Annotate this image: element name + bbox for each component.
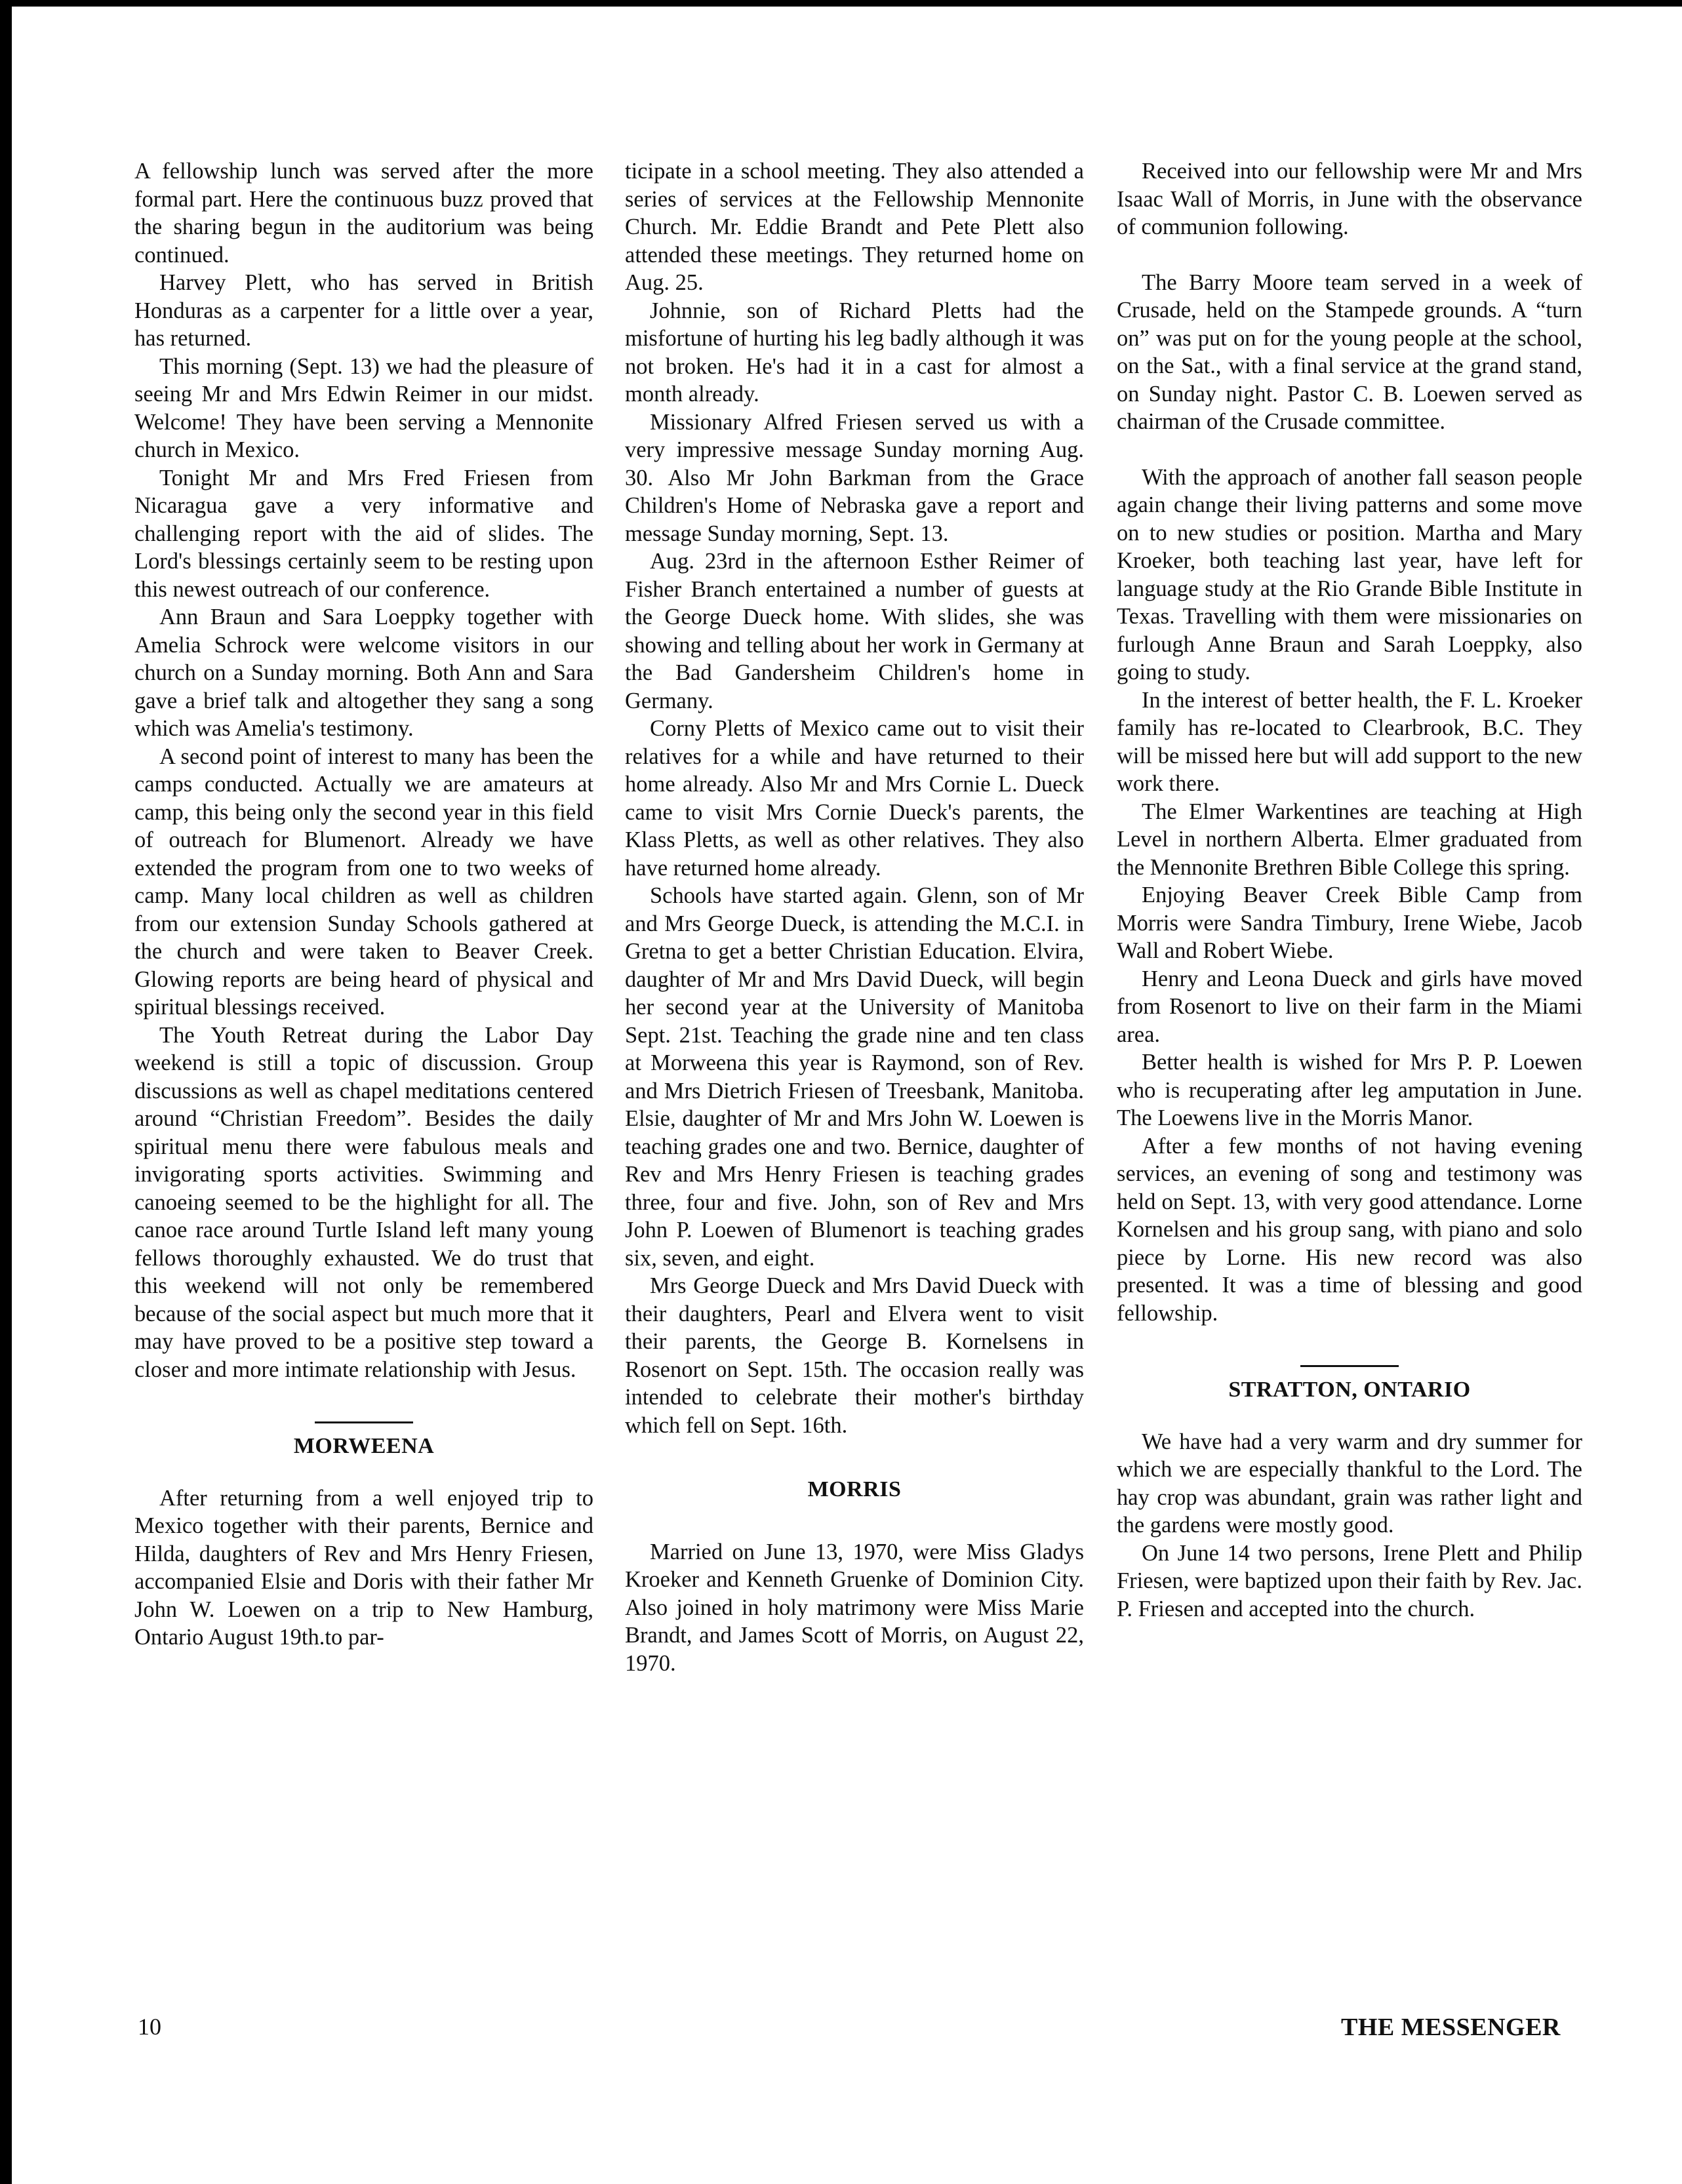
column-3 [1117, 157, 1582, 1623]
page-number: 10 [138, 2014, 161, 2040]
section-heading-morris: MORRIS [807, 1477, 902, 1501]
section-heading-stratton: STRATTON, ONTARIO [1228, 1378, 1471, 1402]
article-paragraph: Henry and Leona Dueck and girls have moved from Rosenort to live on their farm in the Miami area. [1117, 966, 1582, 1047]
article-paragraph: Ann Braun and Sara Loeppky together with Amelia Schrock were welcome visitors in our church on a Sunday morning. Both Ann and Sara gave a brief talk and altogether they sang a song which was Amelia's testimony. [134, 605, 593, 741]
article-paragraph: In the interest of better health, the F. L. Kroeker family has re-located to Clearbrook, B.C. They will be missed here but will add support to the new work there. [1117, 687, 1582, 796]
article-paragraph: Received into our fellowship were Mr and Mrs Isaac Wall of Morris, in June with the observance of communion following. [1117, 159, 1582, 239]
column-2 [625, 157, 1084, 1677]
section-heading-morweena: MORWEENA [293, 1434, 435, 1458]
article-paragraph: Better health is wished for Mrs P. P. Loewen who is recuperating after leg amputation in June. The Loewens live in the Morris Manor. [1117, 1050, 1582, 1130]
article-paragraph: Married on June 13, 1970, were Miss Gladys Kroeker and Kenneth Gruenke of Dominion City. Also joined in holy matrimony were Miss Marie Brandt, and James Scott of Morris, on August 22, 1970. [625, 1539, 1084, 1676]
section-divider [315, 1421, 413, 1423]
article-paragraph: Johnnie, son of Richard Pletts had the misfortune of hurting his leg badly although it was not broken. He's had it in a cast for almost a month already. [625, 298, 1084, 407]
article-paragraph: Mrs George Dueck and Mrs David Dueck with their daughters, Pearl and Elvera went to visit their parents, the George B. Kornelsens in Rosenort on Sept. 15th. The occasion really was intended to celebrate their mother's birthday which fell on Sept. 16th. [625, 1273, 1084, 1438]
article-paragraph: Aug. 23rd in the afternoon Esther Reimer of Fisher Branch entertained a number of guests at the George Dueck home. With slides, she was showing and telling about her work in Germany at the Bad Gandersheim Children's home in Germany. [625, 549, 1084, 713]
article-paragraph: ticipate in a school meeting. They also attended a series of services at the Fellowship Mennonite Church. Mr. Eddie Brandt and Pete Plett also attended these meetings. They returned home on Aug. 25. [625, 159, 1084, 295]
scan-edge-left [0, 0, 12, 2184]
article-paragraph: With the approach of another fall season people again change their living patterns and some move on to new studies or position. Martha and Mary Kroeker, both teaching last year, have left for language study at the Rio Grande Bible Institute in Texas. Travelling with them were missionaries on furlough Anne Braun and Sarah Loeppky, also going to study. [1117, 464, 1582, 685]
article-paragraph: After a few months of not having evening services, an evening of song and testimony was held on Sept. 13, with very good attendance. Lorne Kornelsen and his group sang, with piano and solo piece by Lorne. His new record was also presented. It was a time of blessing and good fellowship. [1117, 1133, 1582, 1326]
article-paragraph: On June 14 two persons, Irene Plett and Philip Friesen, were baptized upon their faith by Rev. Jac. P. Friesen and accepted into the church. [1117, 1540, 1582, 1621]
article-paragraph: The Youth Retreat during the Labor Day weekend is still a topic of discussion. Group discussions as well as chapel meditations centered around “Christian Freedom”. Besides the daily spiritual menu there were fabulous meals and invigorating sports activities. Swimming and canoeing seemed to be the highlight for all. The canoe race around Turtle Island left many young fellows thoroughly exhausted. We do trust that this weekend will not only be remembered because of the social aspect but much more that it may have proved to be a positive step toward a closer and more intimate relationship with Jesus. [134, 1022, 593, 1382]
article-paragraph: Tonight Mr and Mrs Fred Friesen from Nicaragua gave a very informative and challenging report with the aid of slides. The Lord's blessings certainly seem to be resting upon this newest outreach of our conference. [134, 465, 593, 602]
article-paragraph: Enjoying Beaver Creek Bible Camp from Morris were Sandra Timbury, Irene Wiebe, Jacob Wall and Robert Wiebe. [1117, 883, 1582, 963]
column-1 [134, 157, 593, 1652]
scan-edge-top [0, 0, 1682, 7]
article-paragraph: Corny Pletts of Mexico came out to visit their relatives for a while and have returned to their home already. Also Mr and Mrs Cornie L. Dueck came to visit Mrs Cornie Dueck's parents, the Klass Pletts, as well as other relatives. They also have returned home already. [625, 716, 1084, 881]
article-paragraph: Schools have started again. Glenn, son of Mr and Mrs George Dueck, is attending the M.C.I. in Gretna to get a better Christian Education. Elvira, daughter of Mr and Mrs David Dueck, will begin her second year at the University of Manitoba Sept. 21st. Teaching the grade nine and ten class at Morweena this year is Raymond, son of Rev. and Mrs Dietrich Friesen of Treesbank, Manitoba. Elsie, daughter of Mr and Mrs John W. Loewen is teaching grades one and two. Bernice, daughter of Rev and Mrs Henry Friesen is teaching grades three, four and five. John, son of Rev and Mrs John P. Loewen of Blumenort is teaching grades six, seven, and eight. [625, 883, 1084, 1271]
publication-title: THE MESSENGER [1341, 2014, 1561, 2041]
article-paragraph: We have had a very warm and dry summer for which we are especially thankful to the Lord. The hay crop was abundant, grain was rather light and the gardens were mostly good. [1117, 1429, 1582, 1538]
article-paragraph: Harvey Plett, who has served in British Honduras as a carpenter for a little over a year, has returned. [134, 270, 593, 351]
article-paragraph: The Elmer Warkentines are teaching at High Level in northern Alberta. Elmer graduated from the Mennonite Brethren Bible College this spring. [1117, 799, 1582, 880]
article-paragraph: The Barry Moore team served in a week of Crusade, held on the Stampede grounds. A “turn on” was put on for the young people at the school, on the Sat., with a final service at the grand stand, on Sunday night. Pastor C. B. Loewen served as chairman of the Crusade committee. [1117, 269, 1582, 434]
article-paragraph: This morning (Sept. 13) we had the pleasure of seeing Mr and Mrs Edwin Reimer in our midst. Welcome! They have been serving a Mennonite church in Mexico. [134, 353, 593, 462]
article-paragraph: Missionary Alfred Friesen served us with a very impressive message Sunday morning Aug. 30. Also Mr John Barkman from the Grace Children's Home of Nebraska gave a report and message Sunday morning, Sept. 13. [625, 409, 1084, 546]
section-divider [1300, 1365, 1399, 1367]
article-paragraph: A fellowship lunch was served after the more formal part. Here the continuous buzz proved that the sharing begun in the auditorium was being continued. [134, 159, 593, 268]
article-paragraph: A second point of interest to many has been the camps conducted. Actually we are amateurs at camp, this being only the second year in this field of outreach for Blumenort. Already we have extended the program from one to two weeks of camp. Many local children as well as children from our extension Sunday Schools gathered at the church and were taken to Beaver Creek. Glowing reports are being heard of physical and spiritual blessings received. [134, 744, 593, 1020]
article-paragraph: After returning from a well enjoyed trip to Mexico together with their parents, Bernice and Hilda, daughters of Rev and Mrs Henry Friesen, accompanied Elsie and Doris with their father Mr John W. Loewen on a trip to New Hamburg, Ontario August 19th.to par- [134, 1485, 593, 1650]
